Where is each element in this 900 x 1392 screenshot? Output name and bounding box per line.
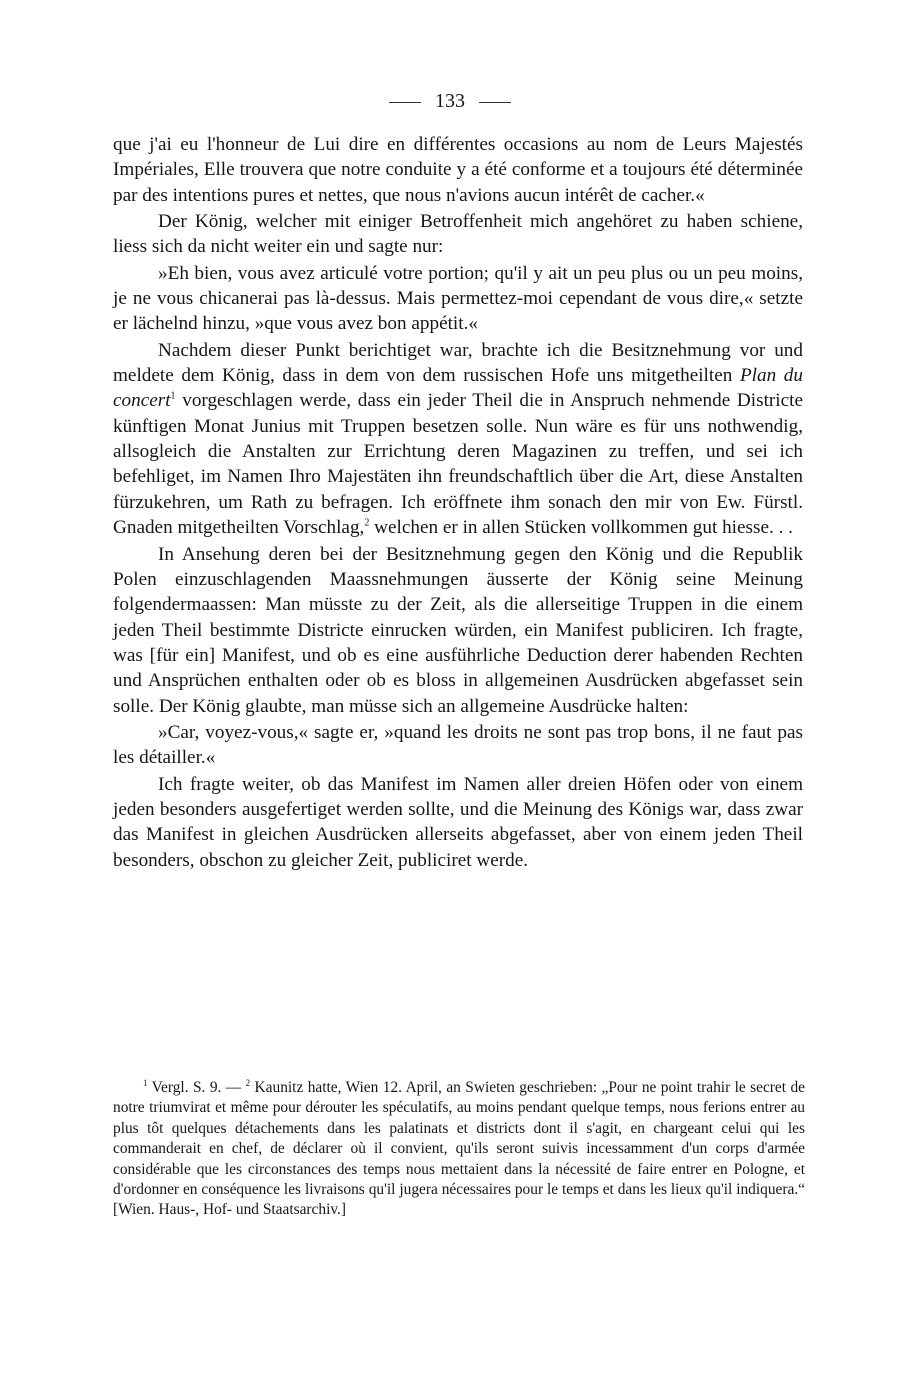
paragraph [113, 338, 803, 541]
footnotes [113, 1078, 805, 1221]
footnote-1: Vergl. S. 9. — [147, 1079, 246, 1096]
paragraph: Ich fragte weiter, ob das Manifest im Namen aller dreien Höfen oder von einem jeden besonders ausgefertiget werden sollte, und die Meinung des Königs war, dass zwar das Manifest in gleichen Ausdrücken allerseits abgefasset, aber von einem jeden Theil besonders, obschon zu gleicher Zeit, publiciret werde. [113, 773, 803, 871]
footnote-ref: 2 [364, 517, 370, 529]
footnote-2: Kaunitz hatte, Wien 12. April, an Swieten geschrieben: „Pour ne point trahir le secret de notre triumvirat et même pour dérouter les spéculatifs, au moins pendant quelque temps, nous ferions entrer au plus tôt quelques détachements dans les palatinats et districts dont il s'agit, en chargeant celui qui les commanderait en chef, de déclarer où il convient, qu'ils seront suivis incessamment d'un corps d'armée considérable que les circonstances des temps nous mettaient dans la nécessité de faire entrer en Pologne, et d'ordonner en conséquence les livraisons qu'il jugera nécessaires pour le temps et dans les lieux qu'il indiquera.“ [Wien. Haus-, Hof- und Staatsarchiv.] [113, 1079, 805, 1219]
paragraph: In Ansehung deren bei der Besitznehmung gegen den König und die Republik Polen einzuschlagenden Maassnehmungen äusserte der König seine Meinung folgendermaassen: Man müsste zu der Zeit, als die allerseitige Truppen in die einem jeden Theil bestimmte Districte einrucken würden, ein Manifest publiciren. Ich fragte, was [für ein] Manifest, und ob es eine ausführliche Deduction derer habenden Rechten und Ansprüchen enthalten oder ob es bloss in allgemeinen Ausdrücken abgefasset sein solle. Der König glaubte, man müsse sich an allgemeine Ausdrücke halten: [113, 543, 803, 717]
footnote-text [113, 1078, 805, 1221]
paragraph-text: welchen er in allen Stücken vollkommen gut hiesse. . . [369, 517, 793, 539]
paragraph-text: Nachdem dieser Punkt berichtiget war, brachte ich die Besitznehmung vor und meldete dem König, dass in dem von dem russischen Hofe uns mitgetheilten [113, 339, 803, 387]
footnote-mark: 1 [143, 1077, 148, 1088]
paragraph: »Car, voyez-vous,« sagte er, »quand les droits ne sont pas trop bons, il ne faut pas les détailler.« [113, 721, 803, 769]
italic-title: Plan du concert [113, 365, 803, 412]
paragraph-text: vorgeschlagen werde, dass ein jeder Theil die in Anspruch nehmende Districte künftigen Monat Junius mit Truppen besetzen solle. Nun wäre es für uns nothwendig, allsogleich die Anstalten zur Errichtung deren Magazinen zu treffen, und sei ich befehliget, im Namen Ihro Majestäten ihn freundschaftlich über die Art, diese Anstalten fürzukehren, um Rath zu befragen. Ich eröffnete ihm sonach den mir von Ew. Fürstl. Gnaden mitgetheilten Vorschlag, [113, 390, 803, 539]
header-dash-right [479, 102, 511, 103]
footnote-ref: 1 [170, 391, 176, 403]
paragraph: »Eh bien, vous avez articulé votre portion; qu'il y ait un peu plus ou un peu moins, je ne vous chicanerai pas là-dessus. Mais permettez-moi cependant de vous dire,« setzte er lächelnd hinzu, »que vous avez bon appétit.« [113, 262, 803, 335]
paragraph: Der König, welcher mit einiger Betroffenheit mich angehöret zu haben schiene, liess sich da nicht weiter ein und sagte nur: [113, 211, 803, 258]
page-header [0, 88, 900, 114]
footnote-mark: 2 [245, 1077, 251, 1088]
page-number: 133 [435, 90, 465, 112]
main-text [113, 132, 803, 873]
header-dash-left [389, 102, 421, 103]
paragraph: que j'ai eu l'honneur de Lui dire en différentes occasions au nom de Leurs Majestés Impériales, Elle trouvera que notre conduite y a été conforme et a toujours été déterminée par des intentions pures et nettes, que nous n'avions aucun intérêt de cacher.« [113, 134, 803, 206]
